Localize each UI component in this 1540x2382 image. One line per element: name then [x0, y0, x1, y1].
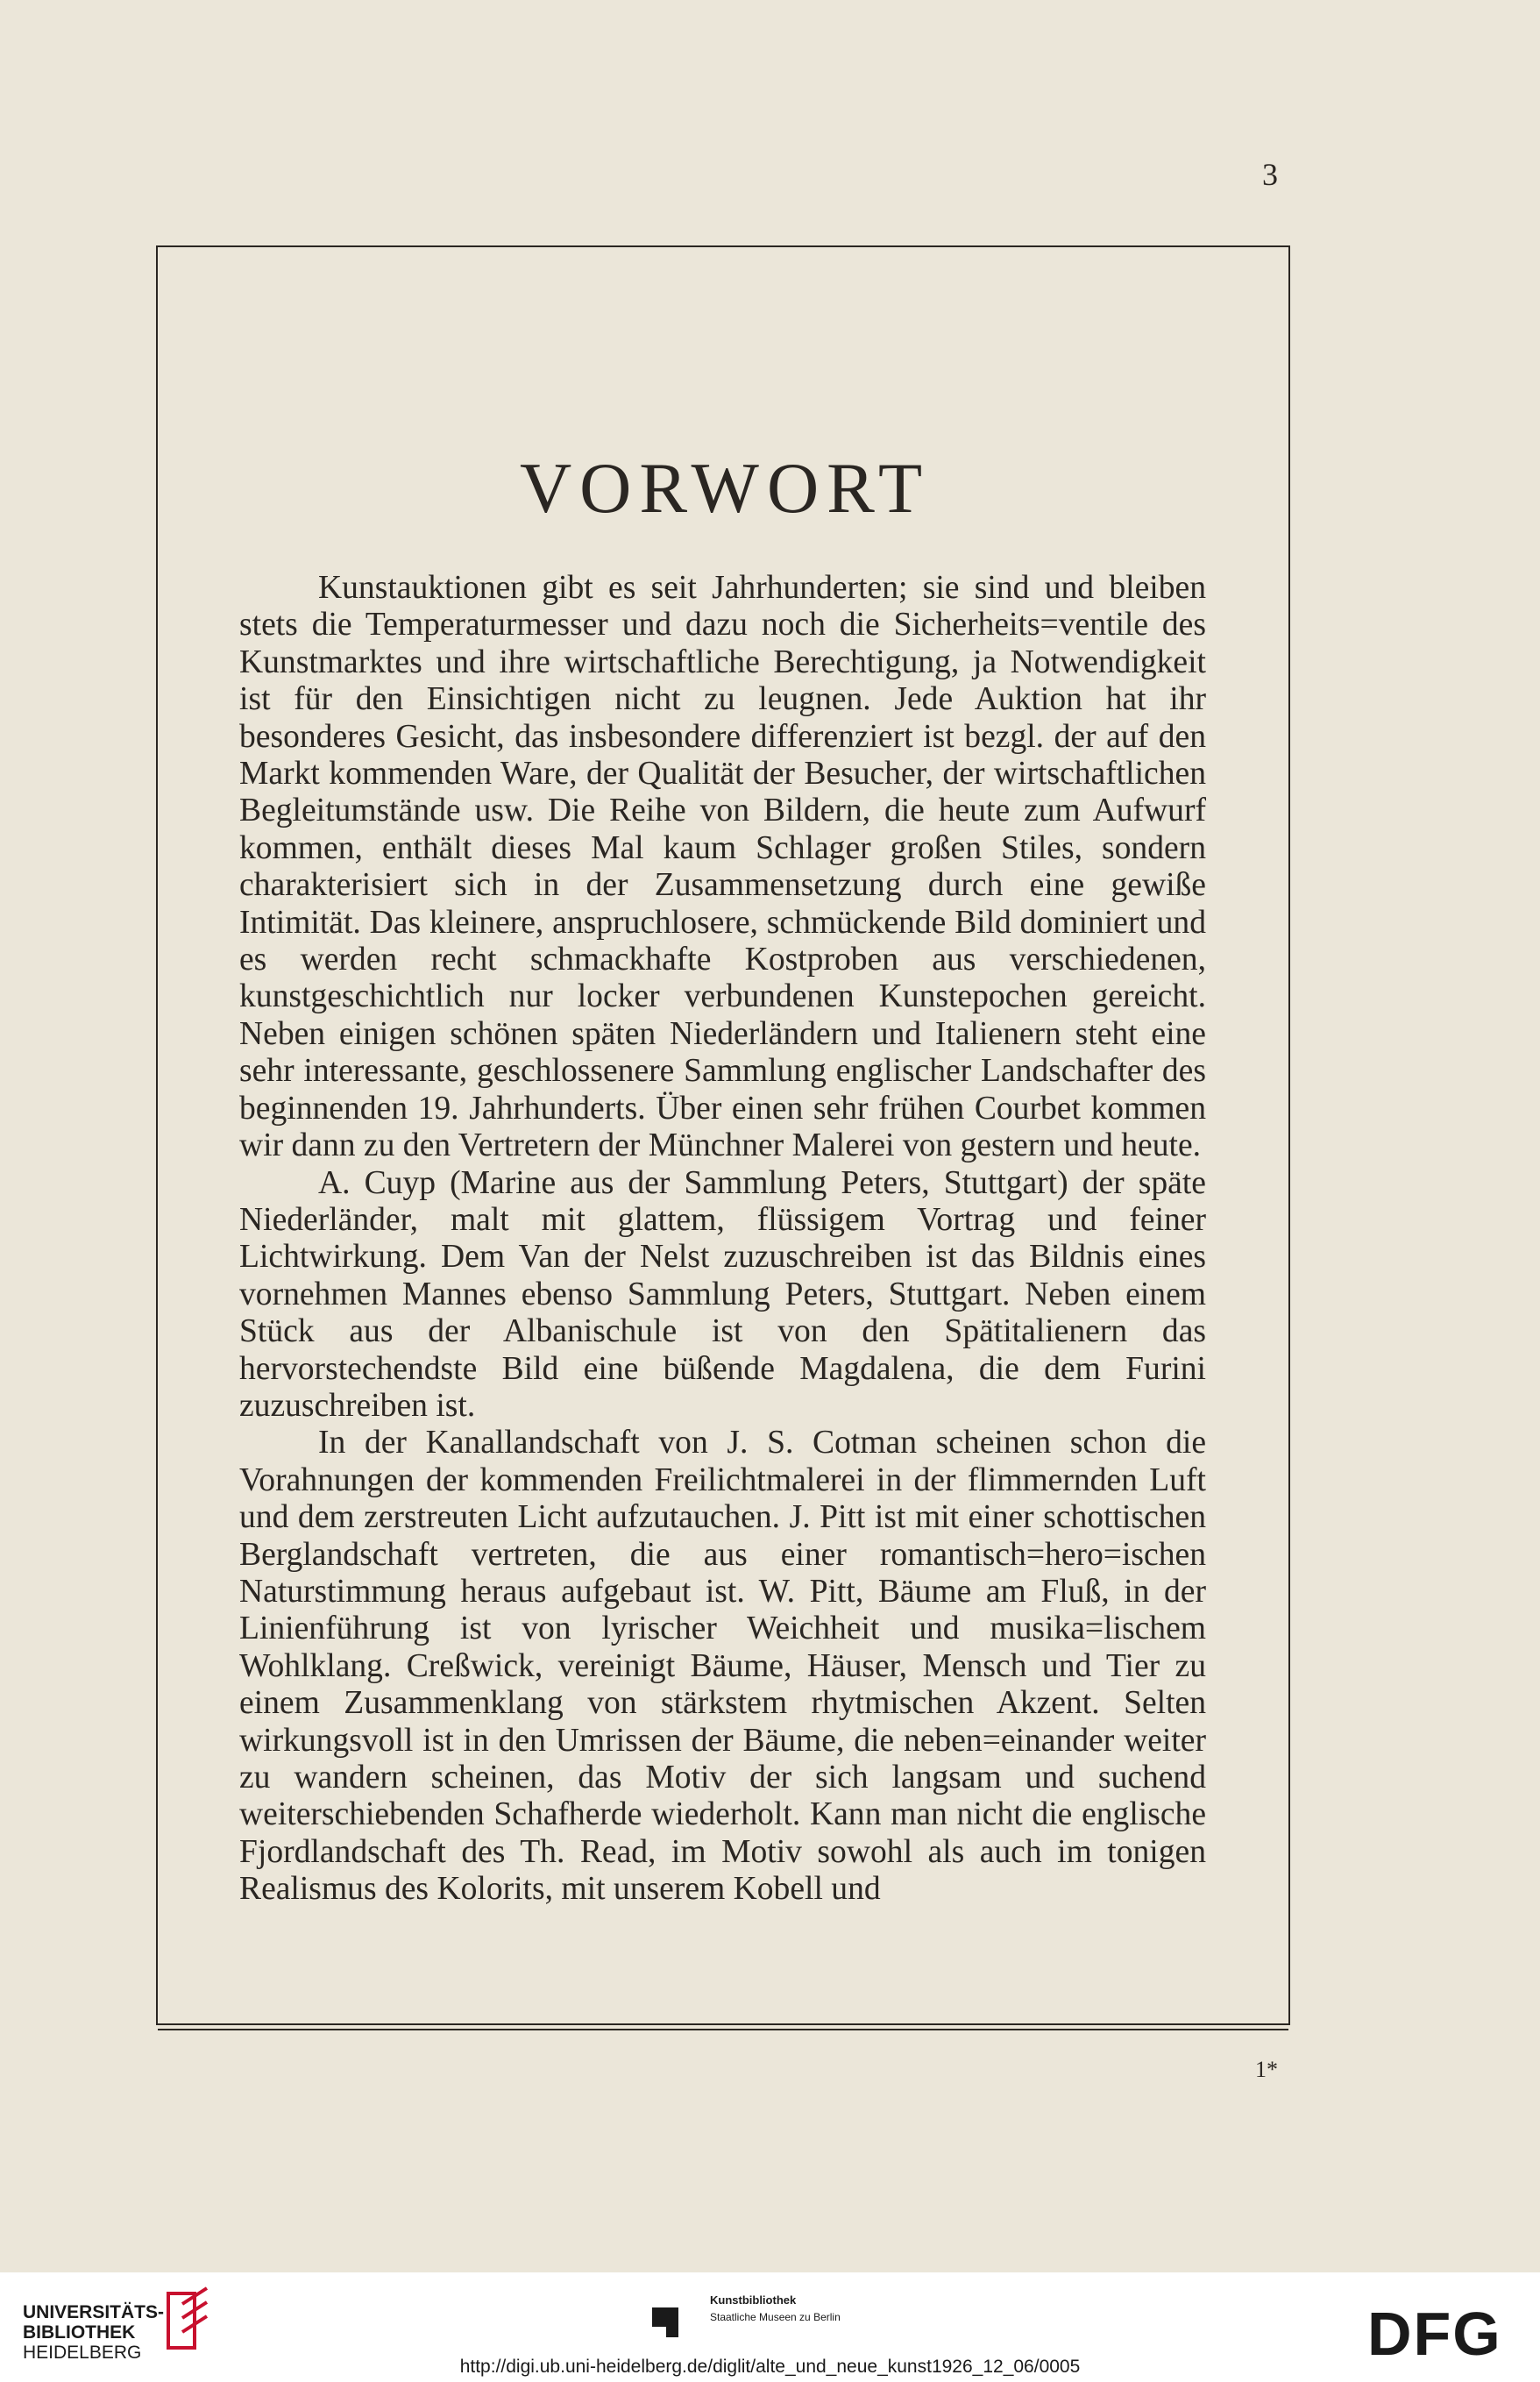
ub-logo-line1: UNIVERSITÄTS- [23, 2302, 165, 2322]
kunstbibliothek-icon [652, 2307, 678, 2337]
signature-mark: 1* [1255, 2057, 1278, 2082]
page-number: 3 [1262, 157, 1279, 192]
ub-logo-line2: BIBLIOTHEK [23, 2322, 136, 2343]
frame-double-rule [158, 2029, 1288, 2030]
ub-logo-icon [156, 2286, 216, 2357]
page-title: VORWORT [519, 448, 931, 528]
text-frame [156, 245, 1290, 2025]
ub-heidelberg-logo[interactable] [23, 2302, 164, 2363]
dfg-logo[interactable]: DFG [1367, 2300, 1502, 2368]
footer-bar [0, 2272, 1540, 2382]
paragraph-2: A. Cuyp (Marine aus der Sammlung Peters, Stuttgart) der späte Niederländer, malt mit glattem, flüssigem Vortrag und feiner Lichtwirkung. Dem Van der Nelst zuzuschreiben ist das Bildnis eines vornehmen Mannes ebenso Sammlung Peters, Stuttgart. Neben einem Stück aus der Albanischule ist von den Spätitalienern das hervorstechendste Bild eine büßende Magdalena, die dem Furini zuzuschreiben ist. [239, 1164, 1206, 1424]
paragraph-1: Kunstauktionen gibt es seit Jahrhunderten; sie sind und bleiben stets die Temperaturmesser und dazu noch die Sicherheits=ventile des Kunstmarktes und ihre wirtschaftliche Berechtigung, ja Notwendigkeit ist für den Einsichtigen nicht zu leugnen. Jede Auktion hat ihr besonderes Gesicht, das insbesondere differenziert ist bezgl. der auf den Markt kommenden Ware, der Qualität der Besucher, der wirtschaftlichen Begleitumstände usw. Die Reihe von Bildern, die heute zum Aufwurf kommen, enthält dieses Mal kaum Schlager großen Stiles, sondern charakterisiert sich in der Zusammensetzung durch eine gewiße Intimität. Das kleinere, anspruchlosere, schmückende Bild dominiert und es werden recht schmackhafte Kostproben aus verschiedenen, kunstgeschichtlich nur locker verbundenen Kunstepochen gereicht. Neben einigen schönen späten Niederländern und Italienern steht eine sehr interessante, geschlossenere Sammlung englischer Landschafter des beginnenden 19. Jahrhunderts. Über einen sehr frühen Courbet kommen wir dann zu den Vertretern der Münchner Malerei von gestern und heute. [239, 570, 1206, 1164]
kb-subtitle: Staatliche Museen zu Berlin [710, 2311, 841, 2323]
ub-logo-line3: HEIDELBERG [23, 2343, 142, 2363]
paragraph-3: In der Kanallandschaft von J. S. Cotman scheinen schon die Vorahnungen der kommenden Freilichtmalerei in der flimmernden Luft und dem zerstreuten Licht aufzutauchen. J. Pitt ist mit einer schottischen Berglandschaft vertreten, die aus einer romantisch=hero=ischen Naturstimmung heraus aufgebaut ist. W. Pitt, Bäume am Fluß, in der Linienführung ist von lyrischer Weichheit und musika=lischem Wohlklang. Creßwick, vereinigt Bäume, Häuser, Mensch und Tier zu einem Zusammenklang von stärkstem rhytmischen Akzent. Selten wirkungsvoll ist in den Umrissen der Bäume, die neben=einander weiter zu wandern scheinen, das Motiv der sich langsam und suchend weiterschiebenden Schafherde wiederholt. Kann man nicht die englische Fjordlandschaft des Th. Read, im Motiv sowohl als auch im tonigen Realismus des Kolorits, mit unserem Kobell und [239, 1425, 1206, 1908]
kb-title: Kunstbibliothek [710, 2293, 797, 2307]
page-url[interactable]: http://digi.ub.uni-heidelberg.de/diglit/alte_und_neue_kunst1926_12_06/0005 [459, 2357, 1081, 2377]
body-text [239, 570, 1206, 1909]
